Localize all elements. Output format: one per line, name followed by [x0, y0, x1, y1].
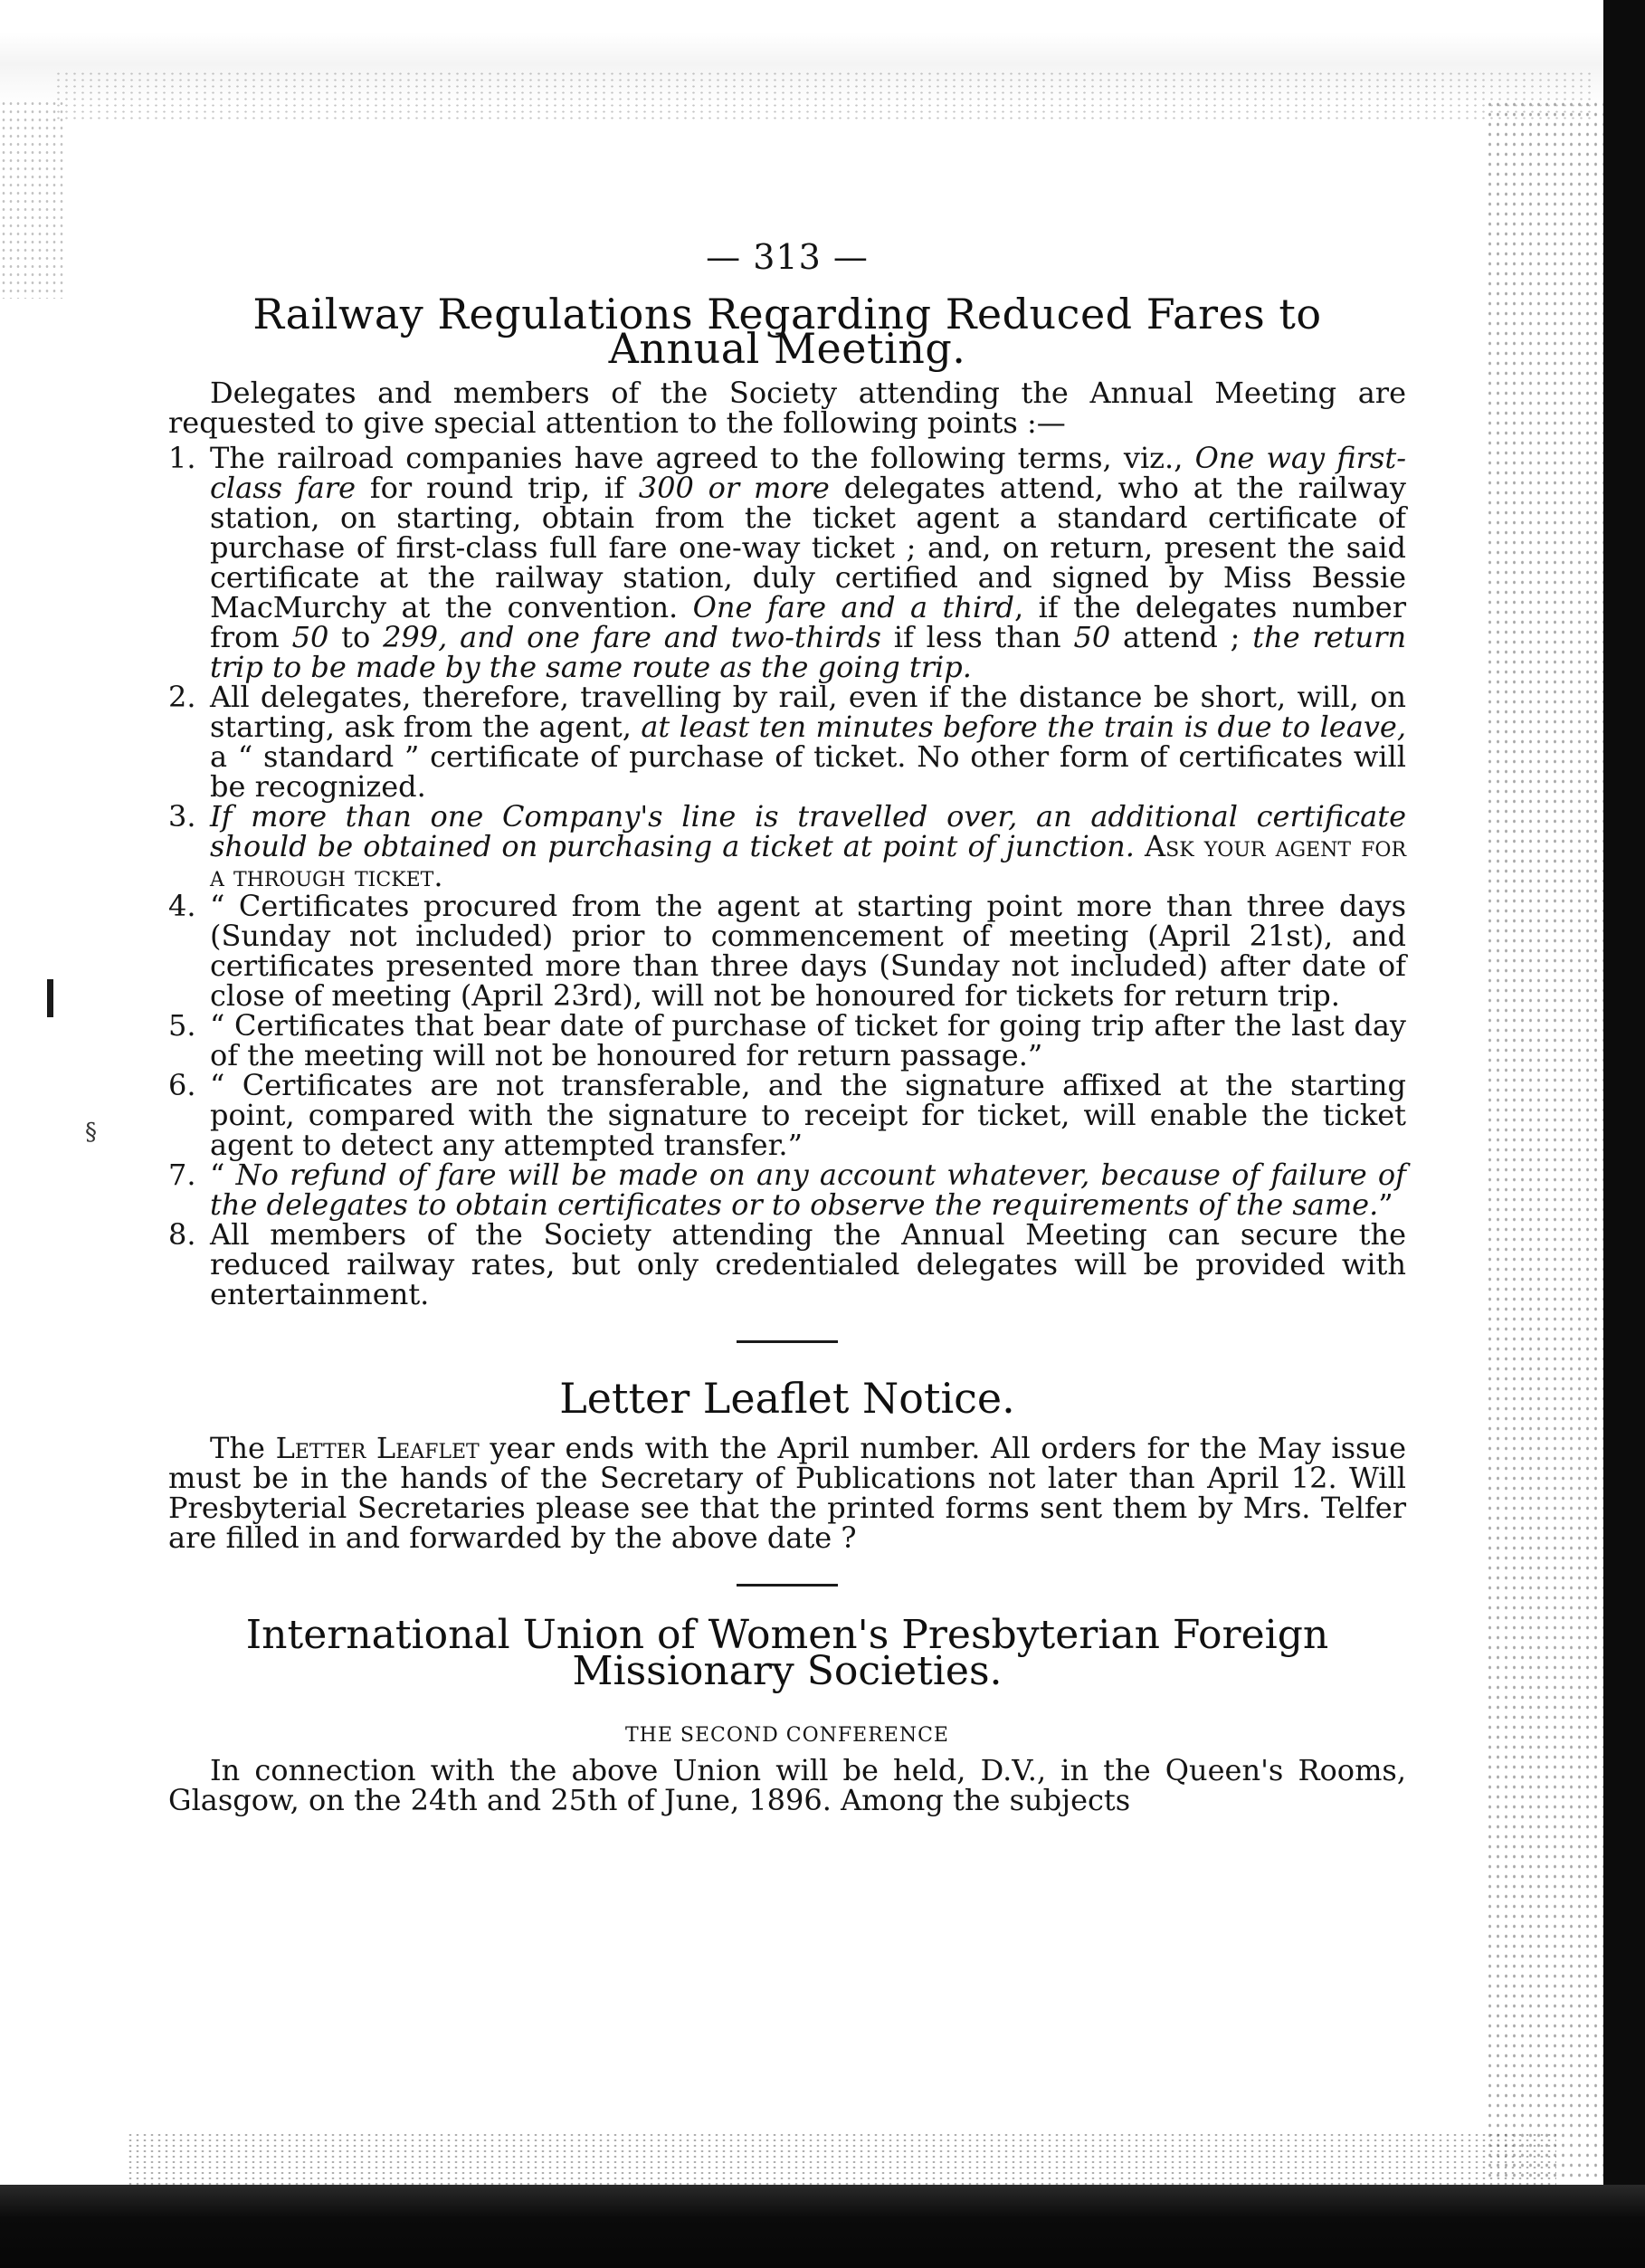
- item-text: [210, 1217, 1406, 1311]
- item-number: 7.: [168, 1158, 196, 1192]
- text-run: 50: [1073, 620, 1111, 654]
- numbered-item: [168, 1217, 1406, 1311]
- union-subheading: THE SECOND CONFERENCE: [624, 1724, 949, 1747]
- numbered-item: [168, 1008, 1406, 1072]
- letter-leaflet-section: [168, 1374, 1406, 1553]
- text-run: No refund of fare will be made on any account whatever, because of failure of the delegates to obtain certificates or to observe the requirements of the same.: [210, 1158, 1407, 1222]
- page-number: — 313 —: [706, 237, 869, 277]
- scan-noise-left: [0, 100, 63, 299]
- page-content: [168, 237, 1406, 1815]
- text-run: at least ten minutes before the train is due to leave,: [641, 710, 1407, 744]
- text-run: , if the delegates number from: [210, 590, 1406, 654]
- railway-items-list: [168, 443, 1406, 1310]
- text-run: “ Certificates that bear date of purchase of ticket for going trip after the last day of the meeting will not be honoured for return passage.”: [210, 1008, 1406, 1072]
- item-text: [210, 891, 1406, 1011]
- item-number: 5.: [168, 1008, 196, 1043]
- item-text: [210, 1068, 1406, 1162]
- item-number: 3.: [168, 799, 196, 834]
- text-run: The railroad companies have agreed to the following terms, viz.,: [210, 441, 1195, 475]
- scan-noise-bottom: [127, 2132, 1556, 2185]
- item-number: 6.: [168, 1068, 196, 1102]
- item-text: [210, 1008, 1406, 1072]
- item-text: [210, 443, 1406, 682]
- text-run: If more than one Company's line is travelled over, an additional certificate should be obtained on purchasing a ticket at point of junction.: [210, 799, 1406, 863]
- item-text: [210, 799, 1407, 893]
- section-divider: [737, 1584, 838, 1587]
- letter-leaflet-paragraph: [168, 1431, 1407, 1555]
- text-run: if less than: [880, 620, 1074, 654]
- railway-intro: Delegates and members of the Society attending the Annual Meeting are requested to give special attention to the following points :—: [168, 376, 1406, 440]
- numbered-item: [168, 799, 1407, 893]
- union-section: [168, 1612, 1406, 1817]
- numbered-item: [168, 1160, 1406, 1220]
- text-run: One fare and a third: [692, 590, 1014, 624]
- text-run: “: [210, 1158, 236, 1192]
- numbered-item: [168, 1068, 1406, 1162]
- text-run: All members of the Society attending the Annual Meeting can secure the reduced railway rates, but only credentialed delegates will be provided with entertainment.: [210, 1217, 1406, 1311]
- union-title: [168, 1612, 1406, 1694]
- text-run: a “ standard ” certificate of purchase of ticket. No other form of certificates will be recognized.: [210, 739, 1406, 804]
- item-number: 2.: [168, 680, 196, 714]
- numbered-item: [168, 443, 1406, 682]
- text-run: year ends with the April number. All orders for the May issue must be in the hands of the Secretary of Publications not later than April 12. Will Presbyterial Secretaries please see that the printed forms sent them by Mrs. Telfer are filled in and forwarded by the above date ?: [168, 1431, 1407, 1555]
- item-number: 4.: [168, 889, 196, 923]
- numbered-item: [168, 682, 1406, 802]
- scan-right-border: [1603, 0, 1645, 2268]
- scan-bottom-border: [0, 2185, 1645, 2268]
- text-run: 300 or more: [638, 471, 830, 505]
- text-run: the return trip to be made by the same route as the going trip.: [210, 620, 1407, 684]
- item-number: 8.: [168, 1217, 196, 1252]
- text-run: Letter Leaflet: [275, 1431, 480, 1465]
- text-run: One way first-class fare: [210, 441, 1407, 505]
- scan-noise-top: [54, 71, 1593, 119]
- union-title-line1: International Union of Women's Presbyterian Foreign: [245, 1612, 1329, 1658]
- text-run: Ask your agent for a through ticket.: [210, 829, 1407, 893]
- item-number: 1.: [168, 441, 196, 475]
- union-title-line2: Missionary Societies.: [572, 1648, 1003, 1694]
- item-text: [210, 682, 1406, 802]
- text-run: The: [210, 1431, 276, 1465]
- margin-bar: [47, 979, 53, 1017]
- text-run: delegates attend, who at the railway station, on starting, obtain from the ticket agent a standard certificate of purchase of first-class full fare one-way ticket ; and, on return, present the said certificate at the railway station, duly certified and signed by Miss Bessie MacMurchy at the convention.: [210, 471, 1407, 624]
- text-run: All delegates, therefore, travelling by rail, even if the distance be short, will, on starting, ask from the agent,: [210, 680, 1406, 744]
- text-run: ”: [1378, 1187, 1393, 1222]
- union-paragraph: In connection with the above Union will be held, D.V., in the Queen's Rooms, Glasgow, on the 24th and 25th of June, 1896. Among the subjects: [168, 1753, 1406, 1817]
- text-run: “ Certificates are not transferable, and the signature affixed at the starting point, compared with the signature to receipt for ticket, will enable the ticket agent to detect any attempted transfer.”: [210, 1068, 1406, 1162]
- item-text: [210, 1160, 1406, 1220]
- numbered-item: [168, 891, 1406, 1011]
- text-run: 50: [291, 620, 329, 654]
- railway-title: [168, 290, 1406, 373]
- railway-title-line1: Railway Regulations Regarding Reduced Fares to: [252, 290, 1322, 338]
- section-divider: [737, 1340, 838, 1343]
- margin-mark: §: [85, 1119, 97, 1146]
- text-run: attend ;: [1110, 620, 1253, 654]
- railway-title-line2: Annual Meeting.: [608, 324, 966, 373]
- scan-noise-right: [1486, 100, 1603, 2181]
- text-run: 299, and one fare and two-thirds: [383, 620, 881, 654]
- text-run: “ Certificates procured from the agent at starting point more than three days (Sunday not included) prior to commencement of meeting (April 21st), and certificates presented more than three days (Sunday not included) after date of close of meeting (April 23rd), will not be honoured for tickets for return trip.: [210, 889, 1406, 1013]
- letter-leaflet-title: Letter Leaflet Notice.: [559, 1374, 1015, 1423]
- railway-section: [168, 290, 1407, 1311]
- text-run: for round trip, if: [356, 471, 639, 505]
- text-run: to: [328, 620, 384, 654]
